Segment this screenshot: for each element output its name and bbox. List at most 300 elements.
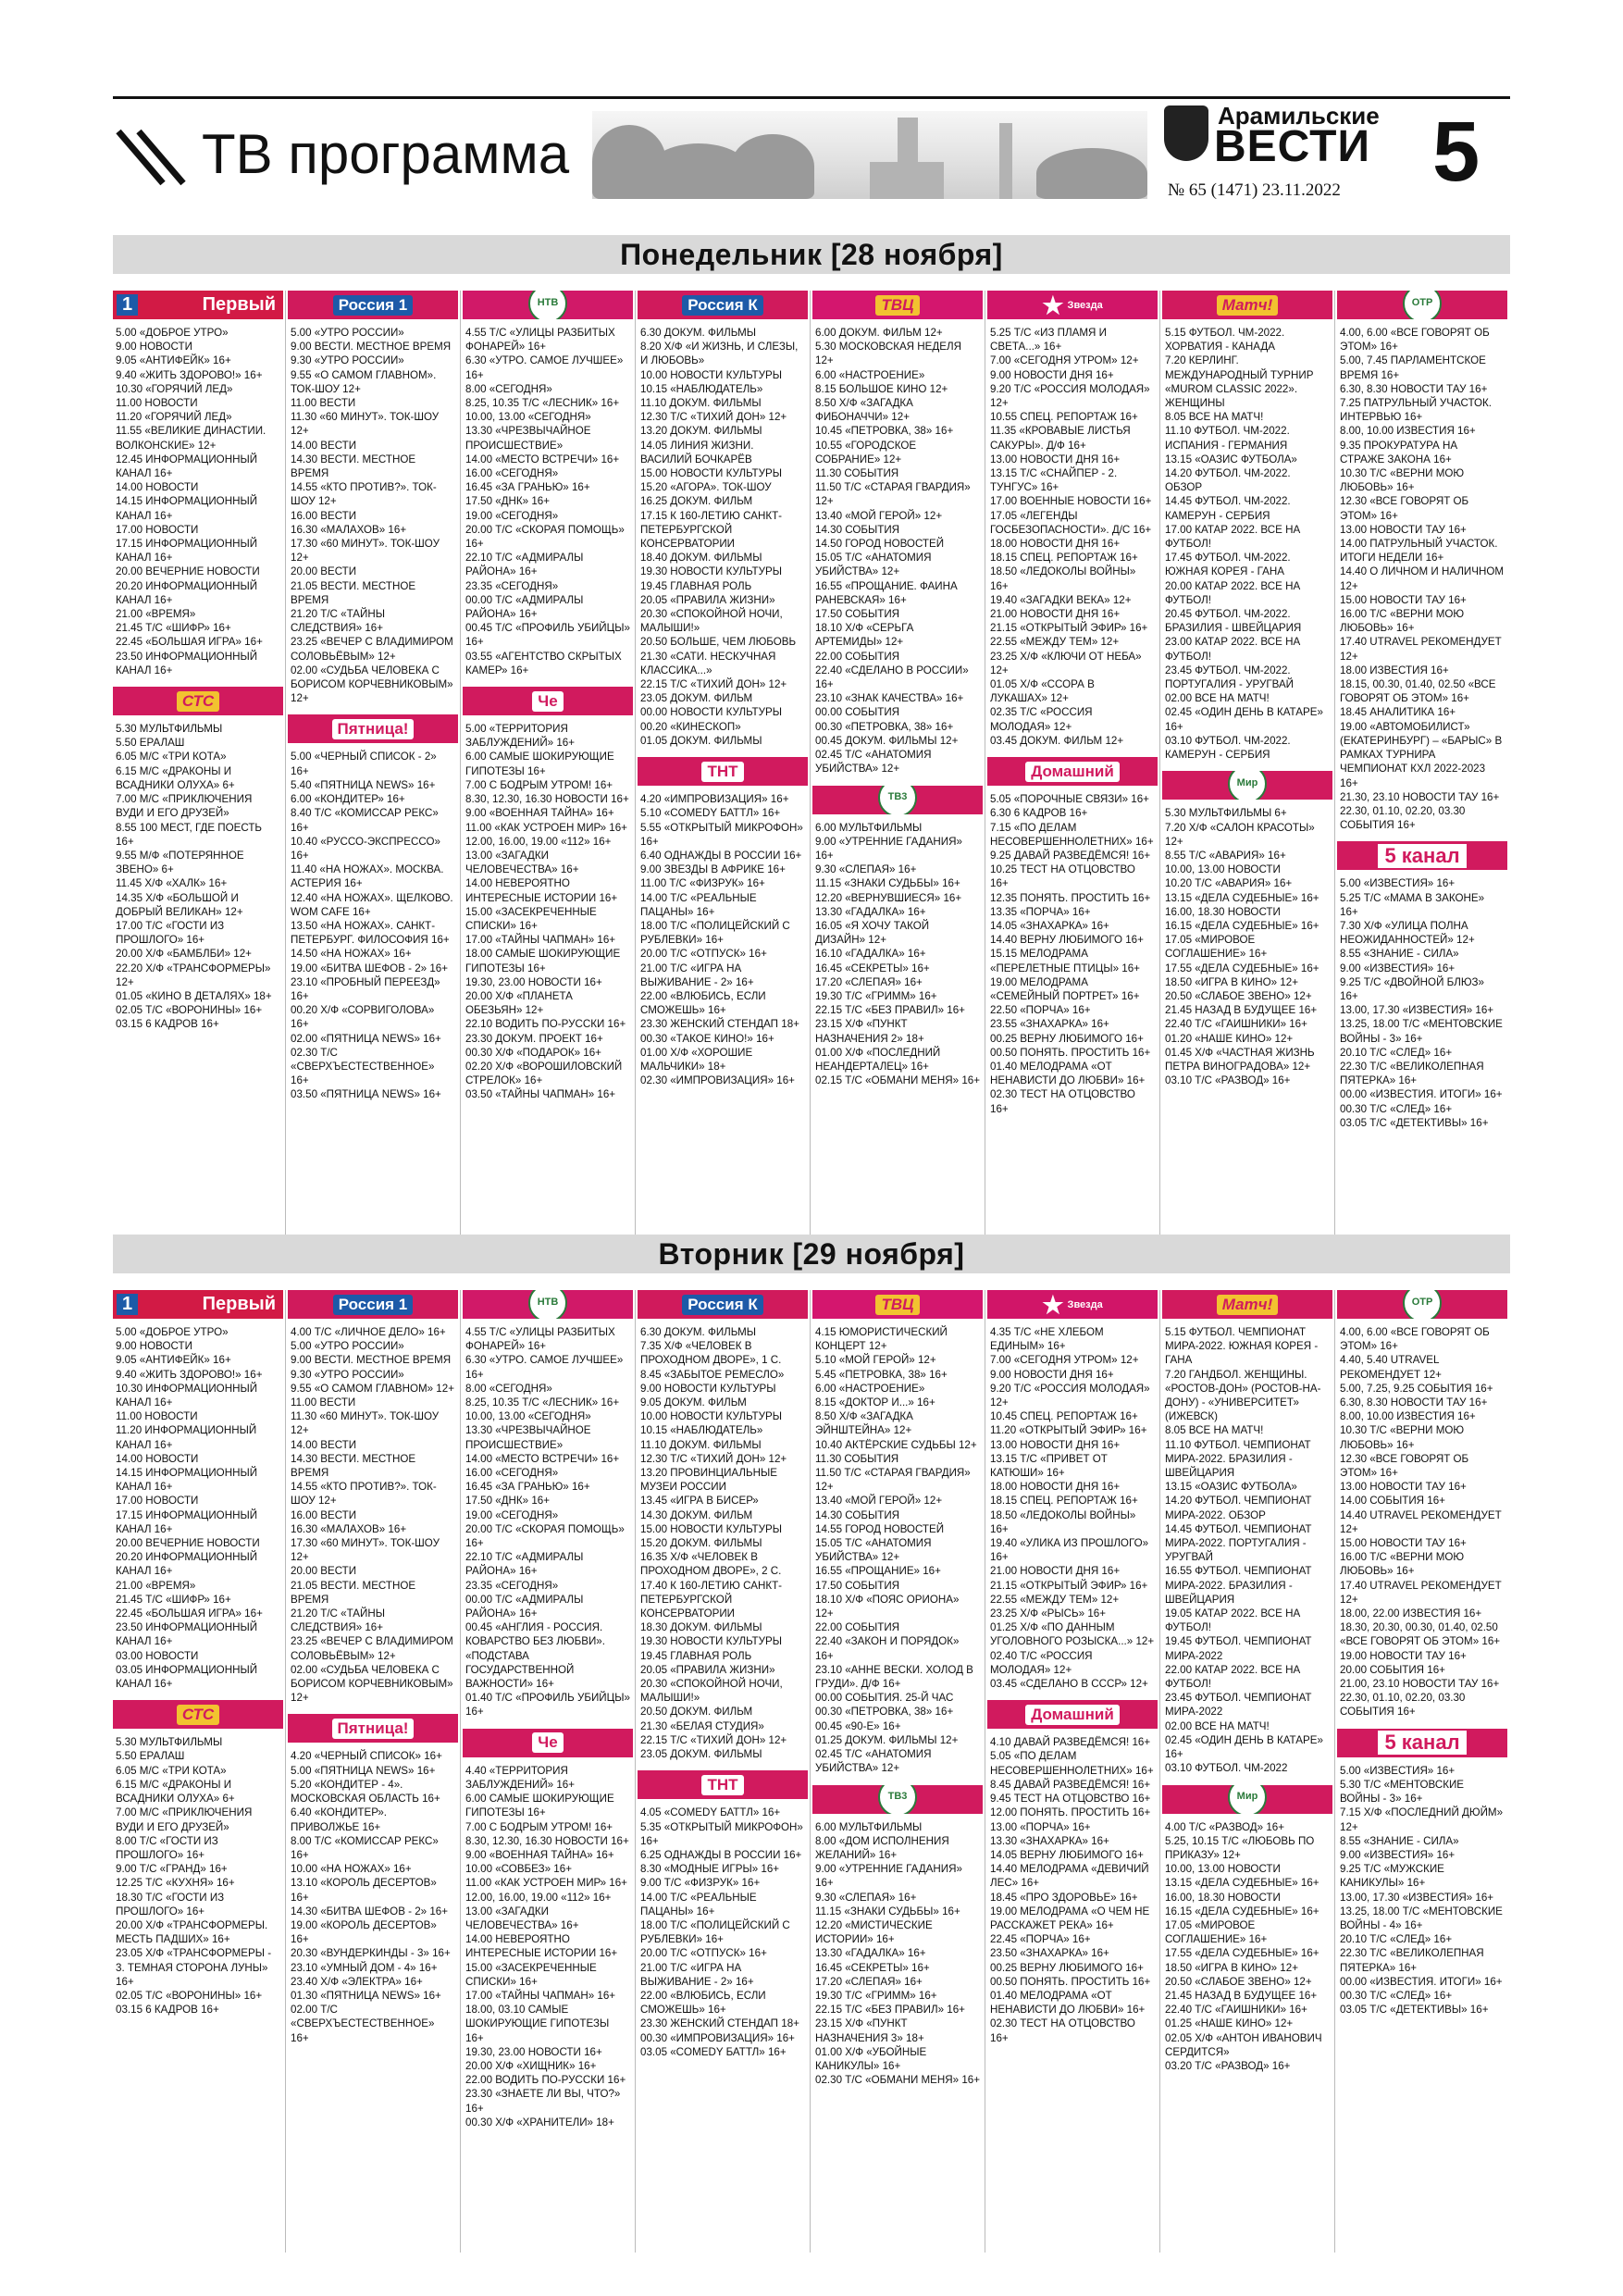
program-item: 17.50 СОБЫТИЯ [815,1579,900,1592]
program-item: 16.00 «СЕГОДНЯ» [465,1467,559,1480]
program-item: 9.30 «УТРО РОССИИ» [291,354,404,367]
program-item: 19.45 ГЛАВНАЯ РОЛЬ [640,579,752,592]
program-item: 21.05 ВЕСТИ. МЕСТНОЕ ВРЕМЯ [291,1579,416,1606]
program-item: 5.00, 7.25, 9.25 СОБЫТИЯ 16+ [1340,1382,1493,1395]
program-item: 01.40 МЕЛОДРАМА «ОТ НЕНАВИСТИ ДО ЛЮБВИ» 16+ [990,1060,1146,1087]
program-item: 13.40 «МОЙ ГЕРОЙ» 12+ [815,509,943,522]
program-item: 16.00 Т/С «ВЕРНИ МОЮ ЛЮБОВЬ» 16+ [1340,608,1465,635]
program-item: 22.10 ВОДИТЬ ПО-РУССКИ 16+ [465,1018,626,1031]
program-item: 23.25 «ВЕЧЕР С ВЛАДИМИРОМ СОЛОВЬЁВЫМ» 12+ [291,636,453,663]
program-item: 21.00, 23.10 НОВОСТИ ТАУ 16+ [1340,1678,1500,1691]
program-item: 9.00 НОВОСТИ [116,341,192,354]
program-item: 11.00 НОВОСТИ [116,397,198,410]
program-list [987,326,1158,748]
channel-logo-label: 5 канал [1378,1731,1466,1755]
program-item: 23.45 ФУТБОЛ. ЧМ-2022. ПОРТУГАЛИЯ - УРУГВАЙ [1165,664,1295,691]
program-item: 17.50 «ДНК» 16+ [465,1495,550,1508]
program-item: 6.30 «УТРО. САМОЕ ЛУЧШЕЕ» 16+ [465,354,624,381]
program-item: 9.30 «УТРО РОССИИ» [291,1368,404,1381]
program-item: 01.00 Х/Ф «УБОЙНЫЕ КАНИКУЛЫ» 16+ [815,2045,927,2072]
channel-block-мир [1162,771,1332,1087]
program-item: 17.00 НОВОСТИ [116,1495,199,1508]
program-item: 8.30, 12.30, 16.30 НОВОСТИ 16+ [465,793,629,806]
double-slash-icon [115,128,189,187]
program-item: 11.20 «ОТКРЫТЫЙ ЭФИР» 16+ [990,1424,1147,1437]
channel-column [463,291,633,1253]
channel-logo [638,1290,808,1319]
program-item: 00.25 ВЕРНУ ЛЮБИМОГО 16+ [990,1032,1144,1045]
program-item: 23.25 Х/Ф «РЫСЬ» 16+ [990,1607,1106,1620]
program-list [1337,326,1507,832]
program-item: 20.45 ФУТБОЛ. ЧМ-2022. БРАЗИЛИЯ - ШВЕЙЦАРИЯ [1165,608,1302,635]
program-item: 11.00 Т/С «ФИЗРУК» 16+ [640,877,765,890]
program-item: 8.15 «ДОКТОР И...» 16+ [815,1396,935,1409]
program-item: 00.45 «90-Е» 16+ [815,1719,901,1732]
channel-logo [288,1290,458,1319]
program-item: 9.25 Т/С «ДВОЙНОЙ БЛЮЗ» 16+ [1340,975,1485,1002]
channel-column [1162,291,1332,1253]
program-item: 10.45 «ПЕТРОВКА, 38» 16+ [815,425,954,438]
column-divider [460,1290,461,2253]
star-icon: ★ [1042,291,1064,319]
program-item: 8.00 «ДОМ ИСПОЛНЕНИЯ ЖЕЛАНИЙ» 16+ [815,1834,949,1861]
channel-column [288,1290,458,2253]
paper-name: ВЕСТИ [1214,122,1370,171]
program-item: 19.30 Т/С «ГРИММ» 16+ [815,989,937,1002]
program-item: 23.15 Х/Ф «ПУНКТ НАЗНАЧЕНИЯ 3» 18+ [815,2017,924,2044]
day-schedule-grid [113,1290,1510,2253]
program-item: 18.00 Т/С «ПОЛИЦЕЙСКИЙ С РУБЛЕВКИ» 16+ [640,1918,790,1946]
issue-info: № 65 (1471) 23.11.2022 [1168,180,1341,200]
program-item: 15.15 МЕЛОДРАМА «ПЕРЕЛЕТНЫЕ ПТИЦЫ» 16+ [990,948,1140,974]
program-item: 21.00 НОВОСТИ ДНЯ 16+ [990,608,1121,621]
program-item: 13.30 «ЧРЕЗВЫЧАЙНОЕ ПРОИСШЕСТВИЕ» [465,1424,591,1451]
program-list [113,326,283,677]
program-item: 01.00 Х/Ф «ХОРОШИЕ МАЛЬЧИКИ» 18+ [640,1046,753,1073]
channel-logo [987,1700,1158,1729]
program-item: 02.45 «ОДИН ДЕНЬ В КАТАРЕ» 16+ [1165,706,1323,733]
program-item: 6.30 «УТРО. САМОЕ ЛУЧШЕЕ» 16+ [465,1354,624,1381]
program-item: 21.00 «ВРЕМЯ» [116,1579,196,1592]
channel-logo-label: Матч! [1217,295,1279,316]
column-divider [810,1290,811,2253]
program-item: 20.00 Х/Ф «ХИЩНИК» 16+ [465,2059,597,2072]
program-item: 14.00 НЕВЕРОЯТНО ИНТЕРЕСНЫЕ ИСТОРИИ 16+ [465,1933,618,1960]
program-item: 18.45 АНАЛИТИКА 16+ [1340,706,1456,719]
program-item: 02.30 ТЕСТ НА ОТЦОВСТВО 16+ [990,2017,1135,2044]
channel-logo [1337,291,1507,319]
program-item: 00.25 ВЕРНУ ЛЮБИМОГО 16+ [990,1961,1144,1974]
program-list [288,326,458,705]
program-item: 11.50 Т/С «СТАРАЯ ГВАРДИЯ» 12+ [815,481,971,508]
program-list [288,1325,458,1705]
program-item: 17.20 «СЛЕПАЯ» 16+ [815,1975,923,1988]
program-item: 5.30 МУЛЬТФИЛЬМЫ 6+ [1165,807,1287,820]
channel-logo [113,1700,283,1729]
program-item: 6.00 ДОКУМ. ФИЛЬМ 12+ [815,327,943,339]
channel-block-звезда [987,291,1158,748]
channel-column [1162,1290,1332,2253]
channel-block-первый [113,1290,283,1691]
program-item: 13.40 «МОЙ ГЕРОЙ» 12+ [815,1495,943,1508]
program-item: 03.45 ДОКУМ. ФИЛЬМ 12+ [990,734,1124,747]
program-item: 5.30 МУЛЬТФИЛЬМЫ [116,723,223,736]
program-item: 20.00 Х/Ф «ПЛАНЕТА ОБЕЗЬЯН» 12+ [465,989,573,1017]
channel-logo-label: ТВЦ [875,1295,919,1315]
program-item: 16.45 «ЗА ГРАНЬЮ» 16+ [465,1481,590,1494]
program-item: 10.30 ИНФОРМАЦИОННЫЙ КАНАЛ 16+ [116,1382,258,1409]
channel-logo-label: НТВ [528,1290,567,1319]
program-item: 15.05 Т/С «АНАТОМИЯ УБИЙСТВА» 12+ [815,552,932,578]
program-item: 4.15 ЮМОРИСТИЧЕСКИЙ КОНЦЕРТ 12+ [815,1326,948,1353]
program-item: 12.40 «НА НОЖАХ». ЩЕЛКОВО. WOM CAFE 16+ [291,891,453,918]
channel-logo [1162,1290,1332,1319]
channel-block-тнт [638,757,808,1087]
program-item: 9.55 «О САМОМ ГЛАВНОМ» 12+ [291,1382,454,1395]
program-item: 21.00 «ВРЕМЯ» [116,608,196,621]
program-item: 21.15 «ОТКРЫТЫЙ ЭФИР» 16+ [990,1579,1148,1592]
channel-logo-label: ТВ3 [878,786,917,814]
channel-block-пятница [288,714,458,1101]
program-item: 17.15 ИНФОРМАЦИОННЫЙ КАНАЛ 16+ [116,538,258,565]
channel-block-россия-к [638,291,808,748]
program-item: 18.30 Т/С «ГОСТИ ИЗ ПРОШЛОГО» 16+ [116,1891,225,1917]
program-item: 11.00 ВЕСТИ [291,1396,356,1409]
program-item: 01.25 ДОКУМ. ФИЛЬМЫ 12+ [815,1733,959,1746]
program-item: 9.00 «ИЗВЕСТИЯ» 16+ [1340,1848,1456,1861]
program-item: 10.00, 13.00 «СЕГОДНЯ» [465,1410,591,1423]
program-item: 22.30 Т/С «ВЕЛИКОЛЕПНАЯ ПЯТЕРКА» 16+ [1340,1060,1484,1087]
program-item: 00.00 СОБЫТИЯ. 25-Й ЧАС [815,1692,954,1705]
program-item: 5.00 «ИЗВЕСТИЯ» 16+ [1340,1764,1456,1777]
program-item: 21.45 НАЗАД В БУДУЩЕЕ 16+ [1165,1004,1318,1017]
program-item: 10.45 СПЕЦ. РЕПОРТАЖ 16+ [990,1410,1138,1423]
program-item: 6.30 ДОКУМ. ФИЛЬМЫ [640,327,757,339]
program-item: 13.45 «ИГРА В БИСЕР» [640,1495,759,1508]
program-item: 14.00 Т/С «РЕАЛЬНЫЕ ПАЦАНЫ» 16+ [640,891,757,918]
program-item: 16.55 «ПРОЩАНИЕ. ФАИНА РАНЕВСКАЯ» 16+ [815,579,958,606]
program-item: 6.15 М/С «ДРАКОНЫ И ВСАДНИКИ ОЛУХА» 6+ [116,1778,235,1806]
program-item: 16.00, 18.30 НОВОСТИ [1165,1891,1281,1904]
program-item: 03.10 ФУТБОЛ. ЧМ-2022 [1165,1762,1288,1775]
program-item: 13.00, 17.30 «ИЗВЕСТИЯ» 16+ [1340,1004,1494,1017]
program-item: 16.15 «ДЕЛА СУДЕБНЫЕ» 16+ [1165,1905,1319,1917]
program-item: 14.50 ГОРОД НОВОСТЕЙ [815,538,945,551]
channel-block-матч [1162,1290,1332,1776]
channel-logo-label: Звезда [1067,1298,1103,1310]
program-item: 22.50 «ПОРЧА» 16+ [990,1004,1091,1017]
program-item: 16.45 «СЕКРЕТЫ» 16+ [815,962,930,974]
program-item: 17.15 ИНФОРМАЦИОННЫЙ КАНАЛ 16+ [116,1508,258,1535]
program-item: 22.15 Т/С «БЕЗ ПРАВИЛ» 16+ [815,2004,965,2017]
program-item: 16.55 «ПРОЩАНИЕ» 16+ [815,1565,941,1578]
program-item: 7.20 Х/Ф «САЛОН КРАСОТЫ» 12+ [1165,821,1315,848]
program-item: 18.15 СПЕЦ. РЕПОРТАЖ 16+ [990,552,1138,565]
program-item: 9.00 «ИЗВЕСТИЯ» 16+ [1340,962,1456,974]
program-item: 10.40 «РУССО-ЭКСПРЕССО» 16+ [291,835,440,862]
program-item: 17.05 «МИРОВОЕ СОГЛАШЕНИЕ» 16+ [1165,1918,1268,1946]
channel-logo-label: Домашний [1025,1705,1120,1725]
program-item: 20.05 «ПРАВИЛА ЖИЗНИ» [640,1663,775,1676]
channel-column [638,1290,808,2253]
program-item: 9.00 НОВОСТИ ДНЯ 16+ [990,368,1114,381]
program-item: 14.30 ВЕСТИ. МЕСТНОЕ ВРЕМЯ [291,453,416,480]
channel-one-icon: 1 [117,1294,138,1315]
program-item: 20.00 ВЕЧЕРНИЕ НОВОСТИ [116,1537,260,1550]
program-item: 02.30 Т/С «ОБМАНИ МЕНЯ» 16+ [815,2074,980,2087]
channel-logo-label: Матч! [1217,1295,1279,1315]
program-item: 17.30 «60 МИНУТ». ТОК-ШОУ 12+ [291,538,440,565]
program-item: 17.55 «ДЕЛА СУДЕБНЫЕ» 16+ [1165,962,1319,974]
program-item: 14.40 МЕЛОДРАМА «ДЕВИЧИЙ ЛЕС» 16+ [990,1863,1149,1890]
program-item: 8.00 «СЕГОДНЯ» [465,382,552,395]
program-item: 14.35 Х/Ф «БОЛЬШОЙ И ДОБРЫЙ ВЕЛИКАН» 12+ [116,891,243,918]
program-item: 13.00 НОВОСТИ ДНЯ 16+ [990,1438,1121,1451]
masthead-rule [113,96,1510,99]
program-list [463,1764,633,2129]
program-item: 18.50 «ИГРА В КИНО» 12+ [1165,1961,1298,1974]
program-item: 15.00 «ЗАСЕКРЕЧЕННЫЕ СПИСКИ» 16+ [465,905,597,932]
channel-logo [463,1290,633,1319]
program-list [113,722,283,1031]
program-item: 13.00 НОВОСТИ ДНЯ 16+ [990,453,1121,465]
program-item: 20.30 «ВУНДЕРКИНДЫ - 3» 16+ [291,1947,451,1960]
program-item: 18.50 «ЛЕДОКОЛЫ ВОЙНЫ» 16+ [990,1508,1136,1535]
program-item: 8.00 «СЕГОДНЯ» [465,1382,552,1395]
program-item: 10.30 Т/С «ВЕРНИ МОЮ ЛЮБОВЬ» 16+ [1340,467,1465,494]
program-item: 13.15 «ОАЗИС ФУТБОЛА» [1165,453,1297,465]
channel-logo [638,291,808,319]
program-item: 03.10 ФУТБОЛ. ЧМ-2022. КАМЕРУН - СЕРБИЯ [1165,734,1291,762]
channel-logo-label: ТНТ [701,1775,743,1795]
program-item: 9.20 Т/С «РОССИЯ МОЛОДАЯ» 12+ [990,1382,1150,1409]
program-item: 5.15 ФУТБОЛ. ЧМ-2022. ХОРВАТИЯ - КАНАДА [1165,327,1285,354]
program-item: 00.30 Т/С «СЛЕД» 16+ [1340,1989,1453,2002]
program-item: 5.15 ФУТБОЛ. ЧЕМПИОНАТ МИРА-2022. ЮЖНАЯ КОРЕЯ - ГАНА [1165,1326,1319,1367]
program-item: 15.00 «ЗАСЕКРЕЧЕННЫЕ СПИСКИ» 16+ [465,1961,597,1988]
program-item: 13.10 «КОРОЛЬ ДЕСЕРТОВ» 16+ [291,1877,437,1904]
channel-logo-label: Мир [1228,771,1267,800]
program-list [1162,806,1332,1087]
program-item: 20.50 «СЛАБОЕ ЗВЕНО» 12+ [1165,989,1312,1002]
program-item: 9.00 НОВОСТИ [116,1340,192,1353]
program-item: 03.50 «ТАЙНЫ ЧАПМАН» 16+ [465,1088,616,1101]
program-list [463,1325,633,1719]
program-item: 00.00 СОБЫТИЯ [815,706,900,719]
program-item: 10.00 НОВОСТИ КУЛЬТУРЫ [640,1410,782,1423]
program-item: 14.55 «КТО ПРОТИВ?». ТОК-ШОУ 12+ [291,481,437,508]
channel-block-россия-1 [288,1290,458,1705]
program-item: 10.15 «НАБЛЮДАТЕЛЬ» [640,1424,763,1437]
program-item: 12.35 ПОНЯТЬ. ПРОСТИТЬ 16+ [990,891,1151,904]
program-item: 23.25 Х/Ф «КЛЮЧИ ОТ НЕБА» 12+ [990,650,1142,676]
program-item: 18.30, 20.30, 00.30, 01.40, 02.50 «ВСЕ ГОВОРЯТ ОБ ЭТОМ» 16+ [1340,1621,1501,1648]
channel-block-нтв [463,291,633,677]
program-item: 5.25 Т/С «МАМА В ЗАКОНЕ» 16+ [1340,891,1485,918]
program-item: 00.30 Х/Ф «ПОДАРОК» 16+ [465,1046,601,1059]
program-item: 21.30 «БЕЛАЯ СТУДИЯ» [640,1719,764,1732]
program-item: 5.10 «МОЙ ГЕРОЙ» 12+ [815,1354,936,1367]
program-item: 9.00 «ВОЕННАЯ ТАЙНА» 16+ [465,807,614,820]
program-item: 02.00 «СУДЬБА ЧЕЛОВЕКА С БОРИСОМ КОРЧЕВНИКОВЫМ» 12+ [291,664,453,705]
program-item: 12.30 Т/С «ТИХИЙ ДОН» 12+ [640,1452,787,1465]
program-item: 5.00 «ЧЕРНЫЙ СПИСОК - 2» 16+ [291,751,437,777]
channel-logo [812,1290,983,1319]
program-item: 00.50 ПОНЯТЬ. ПРОСТИТЬ 16+ [990,1046,1151,1059]
channel-column [987,291,1158,1253]
program-item: 22.00 СОБЫТИЯ [815,650,900,663]
program-list [1337,1325,1507,1719]
program-list [987,1735,1158,2044]
program-item: 00.20 Х/Ф «СОРВИГОЛОВА» 16+ [291,1004,435,1031]
program-item: 00.00 «ИЗВЕСТИЯ. ИТОГИ» 16+ [1340,1975,1503,1988]
program-item: 16.00, 18.30 НОВОСТИ [1165,905,1281,918]
program-item: 14.55 «КТО ПРОТИВ?». ТОК-ШОУ 12+ [291,1481,437,1508]
program-item: 10.20 Т/С «АВАРИЯ» 16+ [1165,877,1293,890]
program-item: 18.00, 22.00 ИЗВЕСТИЯ 16+ [1340,1607,1482,1620]
channel-column [463,1290,633,2253]
channel-block-отр [1337,291,1507,832]
program-item: 6.00 МУЛЬТФИЛЬМЫ [815,821,923,834]
program-item: 15.00 НОВОСТИ ТАУ 16+ [1340,1537,1467,1550]
program-item: 16.00 Т/С «ВЕРНИ МОЮ ЛЮБОВЬ» 16+ [1340,1551,1465,1578]
program-item: 4.55 Т/С «УЛИЦЫ РАЗБИТЫХ ФОНАРЕЙ» 16+ [465,1326,615,1353]
program-item: 19.00 «СЕГОДНЯ» [465,509,559,522]
program-list [812,821,983,1088]
channel-block-россия-1 [288,291,458,705]
channel-block-отр [1337,1290,1507,1719]
program-item: 20.10 Т/С «СЛЕД» 16+ [1340,1046,1453,1059]
program-item: 20.20 ИНФОРМАЦИОННЫЙ КАНАЛ 16+ [116,579,258,606]
program-item: 8.25, 10.35 Т/С «ЛЕСНИК» 16+ [465,1396,620,1409]
day-schedule-grid [113,291,1510,1253]
program-item: 4.00, 6.00 «ВСЕ ГОВОРЯТ ОБ ЭТОМ» 16+ [1340,327,1490,354]
program-item: 00.30 «ПЕТРОВКА, 38» 16+ [815,1706,954,1719]
program-item: 7.15 «ПО ДЕЛАМ НЕСОВЕРШЕННОЛЕТНИХ» 16+ [990,821,1154,848]
program-item: 23.05 ДОКУМ. ФИЛЬМЫ [640,1748,762,1761]
channel-column [1337,1290,1507,2253]
program-item: 20.00 Х/Ф «БАМБЛБИ» 12+ [116,948,252,961]
program-item: 11.00 «КАК УСТРОЕН МИР» 16+ [465,1877,627,1890]
program-item: 18.10 Х/Ф «ПОЯС ОРИОНА» 12+ [815,1593,960,1620]
program-item: 18.30 ДОКУМ. ФИЛЬМЫ [640,1621,762,1634]
channel-block-звезда [987,1290,1158,1691]
program-item: 13.15 «ДЕЛА СУДЕБНЫЕ» 16+ [1165,891,1319,904]
program-item: 22.15 Т/С «БЕЗ ПРАВИЛ» 16+ [815,1004,965,1017]
channel-logo [113,291,283,319]
channel-logo-label: Россия 1 [333,1295,414,1315]
program-item: 8.40 Т/С «КОМИССАР РЕКС» 16+ [291,807,439,834]
program-item: 00.30 «ПЕТРОВКА, 38» 16+ [815,720,954,733]
channel-logo [812,291,983,319]
program-item: 4.20 «ИМПРОВИЗАЦИЯ» 16+ [640,793,789,806]
program-item: 4.40 «ТЕРРИТОРИЯ ЗАБЛУЖДЕНИЙ» 16+ [465,1764,575,1791]
program-item: 12.30 «ВСЕ ГОВОРЯТ ОБ ЭТОМ» 16+ [1340,1452,1469,1480]
program-item: 9.05 ДОКУМ. ФИЛЬМ [640,1396,747,1409]
program-item: 10.00, 13.00 «СЕГОДНЯ» [465,411,591,424]
program-item: 4.00, 6.00 «ВСЕ ГОВОРЯТ ОБ ЭТОМ» 16+ [1340,1326,1490,1353]
program-item: 15.00 НОВОСТИ ТАУ 16+ [1340,593,1467,606]
program-item: 21.20 Т/С «ТАЙНЫ СЛЕДСТВИЯ» 16+ [291,608,385,635]
program-item: 9.40 «ЖИТЬ ЗДОРОВО!» 16+ [116,1368,263,1381]
channel-column [812,1290,983,2253]
program-item: 19.05 КАТАР 2022. ВСЕ НА ФУТБОЛ! [1165,1607,1301,1634]
program-item: 10.25 ТЕСТ НА ОТЦОВСТВО 16+ [990,863,1135,890]
column-divider [1159,1290,1160,2253]
program-item: 20.00 ВЕСТИ [291,565,357,578]
program-item: 13.35 «ПОРЧА» 16+ [990,905,1091,918]
program-item: 20.00 ВЕСТИ [291,1565,357,1578]
program-item: 8.05 ВСЕ НА МАТЧ! [1165,1424,1264,1437]
program-item: 17.00 КАТАР 2022. ВСЕ НА ФУТБОЛ! [1165,523,1301,551]
program-item: 20.00 Т/С «СКОРАЯ ПОМОЩЬ» 16+ [465,1522,625,1550]
program-item: 9.30 «СЛЕПАЯ» 16+ [815,863,917,876]
channel-logo-label: 5 канал [1378,844,1466,868]
program-item: 18.50 «ЛЕДОКОЛЫ ВОЙНЫ» 16+ [990,565,1136,592]
program-list [1162,1820,1332,2074]
program-item: 8.55 «ЗНАНИЕ - СИЛА» [1340,1834,1459,1847]
program-item: 9.00 ВЕСТИ. МЕСТНОЕ ВРЕМЯ [291,341,452,354]
program-item: 00.50 ПОНЯТЬ. ПРОСТИТЬ 16+ [990,1975,1151,1988]
program-item: 02.45 «ОДИН ДЕНЬ В КАТАРЕ» 16+ [1165,1733,1323,1761]
program-item: 01.45 Х/Ф «ЧАСТНАЯ ЖИЗНЬ ПЕТРА ВИНОГРАДОВА» 12+ [1165,1046,1315,1073]
program-item: 14.00 Т/С «РЕАЛЬНЫЕ ПАЦАНЫ» 16+ [640,1891,757,1917]
program-item: 13.00 «ЗАГАДКИ ЧЕЛОВЕЧЕСТВА» 16+ [465,849,579,876]
program-item: 17.50 СОБЫТИЯ [815,608,900,621]
program-item: 11.00 «КАК УСТРОЕН МИР» 16+ [465,821,627,834]
program-item: 8.55 «ЗНАНИЕ - СИЛА» [1340,948,1459,961]
program-item: 20.50 «СЛАБОЕ ЗВЕНО» 12+ [1165,1975,1312,1988]
program-item: 9.00 НОВОСТИ КУЛЬТУРЫ [640,1382,776,1395]
program-item: 5.00 «УТРО РОССИИ» [291,1340,404,1353]
program-item: 19.45 ГЛАВНАЯ РОЛЬ [640,1649,752,1662]
program-item: 12.00, 16.00, 19.00 «112» 16+ [465,835,612,848]
program-item: 01.00 Х/Ф «ПОСЛЕДНИЙ НЕАНДЕРТАЛЕЦ» 16+ [815,1046,941,1073]
program-item: 23.50 ИНФОРМАЦИОННЫЙ КАНАЛ 16+ [116,1621,258,1648]
program-item: 17.00 «ТАЙНЫ ЧАПМАН» 16+ [465,1989,616,2002]
program-list [638,1806,808,2059]
channel-logo-label: Мир [1228,1785,1267,1814]
channel-logo [1162,771,1332,800]
program-item: 11.40 «НА НОЖАХ». МОСКВА. АСТЕРИЯ 16+ [291,863,444,890]
channel-logo-label: ТВ3 [878,1785,917,1814]
program-item: 03.05 Т/С «ДЕТЕКТИВЫ» 16+ [1340,1116,1489,1129]
column-divider [1334,291,1335,1253]
program-item: 14.00 «МЕСТО ВСТРЕЧИ» 16+ [465,1452,620,1465]
program-item: 23.45 ФУТБОЛ. ЧЕМПИОНАТ МИРА-2022 [1165,1692,1312,1719]
program-item: 22.55 «МЕЖДУ ТЕМ» 12+ [990,1593,1120,1606]
program-item: 14.00 НОВОСТИ [116,1452,199,1465]
channel-block-нтв [463,1290,633,1719]
star-icon: ★ [1042,1290,1064,1319]
program-item: 4.00 Т/С «ЛИЧНОЕ ДЕЛО» 16+ [291,1326,446,1338]
channel-block-5-канал [1337,1729,1507,2017]
program-item: 4.00 Т/С «РАЗВОД» 16+ [1165,1820,1284,1833]
program-item: 18.45 «ПРО ЗДОРОВЬЕ» 16+ [990,1891,1138,1904]
program-item: 8.00 Т/С «ГОСТИ ИЗ ПРОШЛОГО» 16+ [116,1834,218,1861]
program-item: 23.10 «ЗНАК КАЧЕСТВА» 16+ [815,692,964,705]
program-item: 6.30, 8.30 НОВОСТИ ТАУ 16+ [1340,382,1488,395]
day-header: Вторник [29 ноября] [113,1235,1510,1273]
program-item: 22.20 Х/Ф «ТРАНСФОРМЕРЫ» 12+ [116,962,271,988]
channel-logo [463,1729,633,1757]
program-item: 23.55 «ЗНАХАРКА» 16+ [990,1018,1109,1031]
program-item: 10.55 «ГОРОДСКОЕ СОБРАНИЕ» 12+ [815,439,917,465]
program-item: 14.00 ПАТРУЛЬНЫЙ УЧАСТОК. ИТОГИ НЕДЕЛИ 16+ [1340,538,1498,565]
channel-column [288,291,458,1253]
channel-logo [1337,1290,1507,1319]
program-item: 15.00 НОВОСТИ КУЛЬТУРЫ [640,467,782,480]
